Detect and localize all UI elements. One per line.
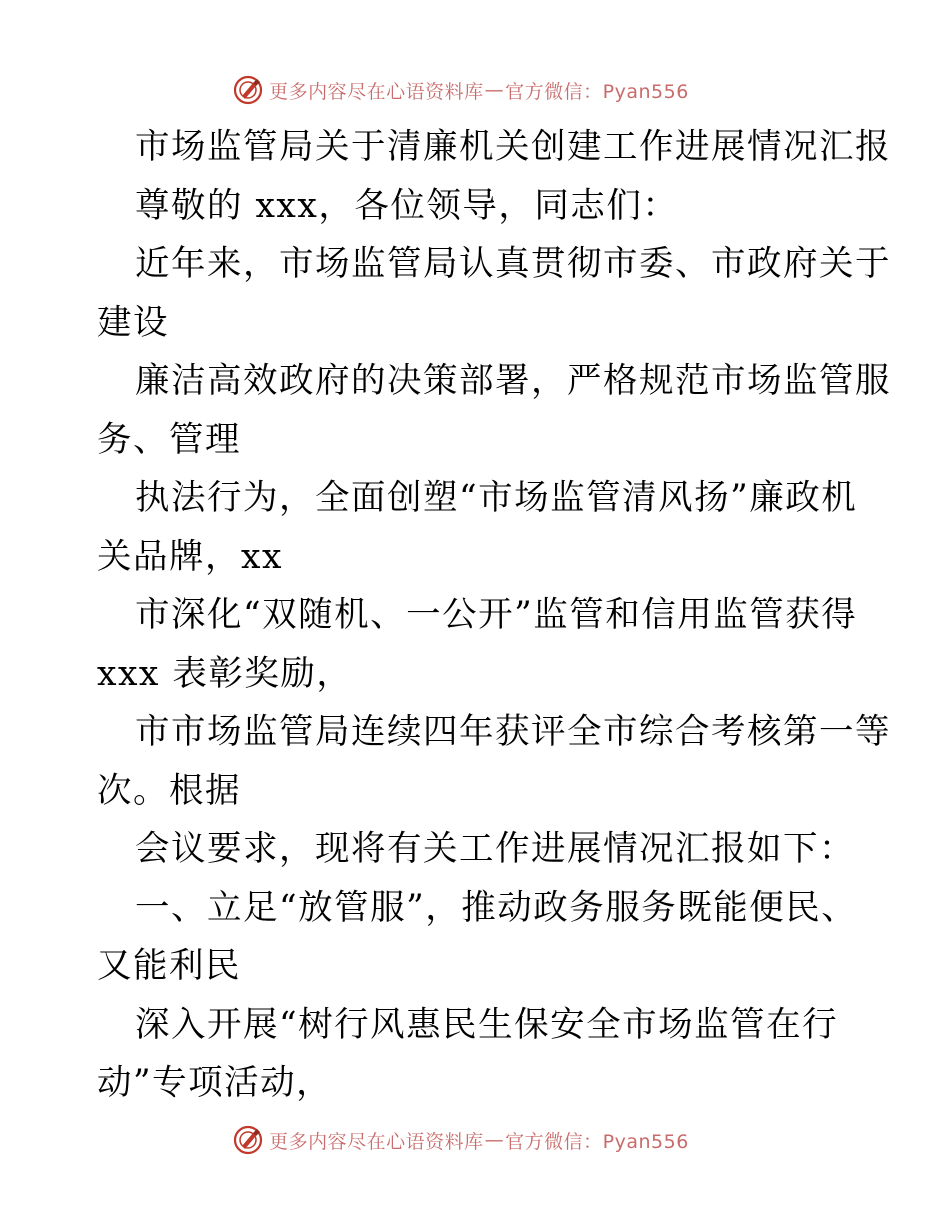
paragraph-line: 深入开展“树行风惠民生保安全市场监管在行 (135, 1004, 839, 1045)
paragraph-line: 动”专项活动， (97, 1063, 333, 1103)
paragraph-line: 建设 (97, 302, 169, 343)
paragraph-line: 市深化“双随机、一公开”监管和信用监管获得 (135, 595, 858, 635)
watermark-suffix: 官方微信：Pyan556 (505, 80, 689, 103)
paragraph-line: 市市场监管局连续四年获评全市综合考核第一等 (135, 712, 891, 752)
watermark-header (0, 70, 950, 110)
document-title: 市场监管局关于清廉机关创建工作进展情况汇报 (135, 127, 891, 167)
watermark-text: 更多内容尽在心语资料库 (269, 80, 484, 103)
pen-logo-icon (233, 75, 263, 105)
paragraph-line: 关品牌，xx (97, 536, 283, 577)
salutation: 尊敬的 xxx，各位领导，同志们： (135, 185, 679, 226)
paragraph-line: 廉洁高效政府的决策部署，严格规范市场监管服 (135, 361, 891, 401)
pen-logo-icon (233, 1125, 263, 1155)
paragraph-line: xxx 表彰奖励， (97, 653, 353, 694)
paragraph-line: 会议要求，现将有关工作进展情况汇报如下： (135, 829, 855, 869)
section-heading: 一、立足“放管服”，推动政务服务既能便民、 (135, 887, 858, 928)
paragraph-line: 务、管理 (97, 419, 241, 460)
watermark-suffix: 官方微信：Pyan556 (505, 1130, 689, 1153)
document-body (97, 118, 891, 1113)
paragraph-line: 执法行为，全面创塑“市场监管清风扬”廉政机 (135, 478, 858, 518)
watermark-footer (0, 1120, 950, 1160)
watermark-separator: — (484, 1129, 505, 1151)
section-heading-continued: 又能利民 (97, 946, 241, 986)
paragraph-line: 近年来，市场监管局认真贯彻市委、市政府关于 (135, 244, 891, 284)
watermark-separator: — (484, 79, 505, 101)
watermark-text: 更多内容尽在心语资料库 (269, 1130, 484, 1153)
paragraph-line: 次。根据 (97, 770, 241, 811)
